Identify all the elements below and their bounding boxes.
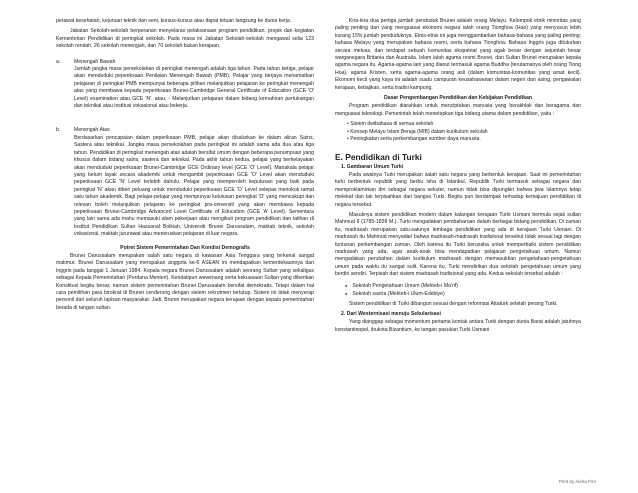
intro-paragraph: perawat kesehatan, kejuruan teknik dan seni, kursus-kursus atau dapat tetuan langsung ke dunia kerja. (56, 18, 292, 24)
item-title: Menengah Bawah (74, 58, 116, 65)
item-menengah-atas (56, 127, 314, 241)
section-subheading: Dasar Pengembangan Pendidikan dan Kebijakan Pendidikan (384, 95, 532, 102)
footer-text: Print by Aisha Firn (558, 479, 596, 484)
school-list (345, 282, 581, 299)
turki-paragraph-3: Sistem pendidikan di Turki dibangun sesuai dengan reformasi Attaturk setelah perang Turki. (349, 300, 558, 307)
item-text: Jumlah jangka masa persekolahan di peringkat menengah adalah tiga tahun. Pada tahun ketiga, pelajar akan menduduki peperiksaan Penilaian Menengah Bawah (PMB). Pelajar yang berjaya menamatkan pelajaran di peringkat PMB mempunyai beberapa pilihan melanjutkan pelajaran ke peringkat menengah atas yang membawa kepada peperiksaan Brunei-Cambridge General Certificate of Education (GCE 'O' Level) examination atau GCE 'N', atau, - Melanjutkan pelajaran dalam bidang kemahiran pertukangan dan teknikal atau institusi vokasional atau bekerja. (74, 66, 314, 110)
list-item: • Konsep Melayu Islam Beraja (MIB) dalam kurikulum sekolah (347, 128, 488, 135)
turki-paragraph-4: Yang dianggap sebagai momentum pertama kontak antara Turki dengan dunia Barat adalah jatuhnya konstantinopel, ibukota Bizantium, ke tangan pasukan Turki Usmani (335, 319, 581, 333)
item-marker: a. (56, 58, 61, 65)
demografis-paragraph: Brunei Darussalam merupakan salah satu negara di kawasan Asia Tenggara yang terkenal sangat makmur. Brunei Darussalam yang merupakan anggota ke-6 ASEAN ini mendapatkan kemerdekaannya dari Inggris pada tanggal 1 Januari 1984. Kepala negara Brunei Darussalam adalah seorang Sultan yang sekaligus sebagai Kepala Pemerintahan (Perdana Menteri). Kendatipun wewenang serta kekuasaan Sultan yang diberikan Konstitusi begitu besar, namun sistem pemerintahan Brunei Darussalam bersifat demokratis. Tetapi dalam hal cara pemilihan para birokrat di Brunei cenderung dengan sistem rekrutmen tertutup. Sistem ini tidak menyerap personil dari seluruh lapisan masyarakat. Jadi, Brunei merupakan negara kerajaan dengan kepala pemerintahan berada di tangan sultan. (56, 252, 314, 311)
list-item: ● Sekolah sastra (Mekteb-i Ulum-Edebiye) (345, 290, 581, 298)
item-title: Menengah Atas (74, 127, 110, 134)
item-menengah-bawah (56, 59, 314, 114)
list-item: • Sistem dwibahasa di semua sekolah (347, 121, 434, 128)
etnis-paragraph: Kira-kira dua pertiga jumlah penduduk Brunei adalah orang Melayu. Kelompok etnik minoritas yang paling penting dan yang menguasai ekonomi negara ialah orang Tionghoa (Han) yang menyusun lebih kurang 15% jumlah penduduknya. Etnis-etnis ini juga menggambarkan bahasa-bahasa yang paling penting: bahasa Melayu yang merupakan bahasa resmi, serta bahasa Tionghoa. Bahasa Inggris juga dituturkan secara meluas, dan terdapat sebuah komunitas ekspatriat yang agak besar dengan sejumlah besar warganegara Britania dan Australia. Islam ialah agama resmi Brunei, dan Sultan Brunei merupakan kepala agama negara itu. Agama-agama lain yang dianut termasuk agama Buddha (terutamanya oleh orang Tiong Hoa), agama Kristen, serta agama-agama orang asli (dalam komunitas-komunitas yang amat kecil). Ekonomi kecil yang kaya ini adalah suatu campuran keusahawanan dalam negeri dan asing, pengawalan kerajaan, kebajikan, serta tradisi kampung. (335, 18, 581, 91)
left-column (56, 18, 314, 315)
list-item: ● Sekolah Pengetahuan Umum (Mekteb-i Ma'rif) (345, 282, 581, 290)
right-column (335, 18, 581, 337)
dasar-list (347, 121, 581, 143)
jabatan-paragraph: Jabatan Sekolah-sekolah berperanan menyelaras pelaksanaan program pendidikan, projek dan kegiatan Kementerian Pendidikan di peringkat sekolah. Pada masa ini Jabatan Sekolah-sekolah mengawal selia 123 sekolah rendah, 26 sekolah menengah, dan 70 sekolah bukan kerajaan. (56, 28, 314, 50)
item-text: Berdasarkan pencapaian dalam peperiksaan PMB, pelajar akan disalurkan ke dalam aliran Sains, Sastera atau teknikal. Jangka masa persekolahan pada peringkat ini adalah sama ada dua atau tiga tahun. Pendidikan di peringkat menengah atas adalah bersifat umum dengan beberapa penumpuan yang khusus dalam bidang sains, sastera dan teknikal. Pada akhir tahun kedua, pelajar yang berkelayakan akan menduduki peperiksaan Brunei-Cambridge GCE Ordinary level (GCE 'O' Level). Manakala pelajar yang belum layak secara akademik untuk mengambil peperiksaan GCE 'O' Level akan menduduki peperiksaan GCE 'N' Level terlebih dahulu. Pelajar yang memperoleh keputusan yang baik pada peringkat 'N' akan diberi peluang untuk menduduki peperiksaan GCE 'O' Level selepas menokok tamat satu tahun akademik. Bagi pelajar-pelajar yang mempunyai kelulusan peringkat 'O' yang mencukupi dan relevan boleh melanjutkan pelajaran ke peringkat pra-universiti yang akan membawa kepada peperiksaan Brunei-Cambridge Advanced Level Certificate of Education (GCE 'A' Level). Sementara yang lain sama ada mahu memasuki alam pekerjaan atau mengikuti program pendidikan dan latihan di Institut Pendidikan Sultan Hassanal Bolkiah, Universiti Brunei Darussalam, maktab teknik, sekolah vokasional, maktab jururawat atau meneruskan pelajaran di luar negara. (74, 134, 314, 238)
section-title: E. Pendidikan di Turki (335, 151, 422, 162)
subsection-heading: 1. Gambaran Umum Turki (341, 163, 404, 170)
subsection-heading: 2. Dari Westernisasi menuju Sekularisasi (341, 310, 441, 317)
turki-paragraph-2: Masuknya sistem pendidikan modern dalam kalangan kerajaan Turki Usmani bermula sejak sultan Mahmud II (1785-1839 M.). Turki mengadakan pembaharuan dalam berbagai bidang pendidikan. Di zaman itu, madrasah merupakan satu-satunya lembaga pendidikan yang ada di kerajaan Turki Usmani. Di madrasah itu Mahmud menyadari bahwa madrasah-madrasah tradisional tersebut tidak sesuai lagi dengan tuntunan perkembangan zaman. Oleh karena itu Turki berusaha untuk memperbaiki sistem pendidikan madrasah yang ada, agar anak-anak bisa mendapatkan pelajaran pengetahuan umum. Namun mengadakan perubahan dalam kurikulum madrasah dengan memasukkan pengetahuan-pengetahuan umum pada waktu itu sangat sulit. Karena itu, Turki mendirikan dua sekolah pengetahuan umum yang berdiri sendiri. Terpisah dari sistem madrasah tradisional yang ada. Kedua sekolah tersebut adalah : (335, 211, 581, 278)
item-marker: b. (56, 127, 61, 134)
section-subheading: Potret Sistem Pemerintahan Dan Kondisi Demografis (120, 244, 250, 251)
turki-paragraph-1: Pada awalnya Turki merupakan salah satu negara yang berbentuk kerajaan. Saat ini pemerintahan turki berbentuk republik yang berbu lsha di Istanbul. Republik Turki termasuk sebagai negara dan memproklamirkan diri sebagai negara sekuler, namun tidak bisa dipungkiri bahwa jiwa Islamnya tetap melekat dan tak terpisahkan dari bangsa Turki. Begitu pun berdampak terhadap kemajuan pendidikan di negara tersebut. (335, 171, 581, 208)
list-item: • Peningkatan serta perkembangan sumber daya manusia. (347, 136, 481, 143)
dasar-paragraph: Program pendidikan diarahkan untuk menciptakan manusia yang berakhlak dan beragama dan menguasai teknologi. Pemerintah telah menetapkan tiga bidang utama dalam pendidikan, yaitu : (335, 103, 581, 117)
